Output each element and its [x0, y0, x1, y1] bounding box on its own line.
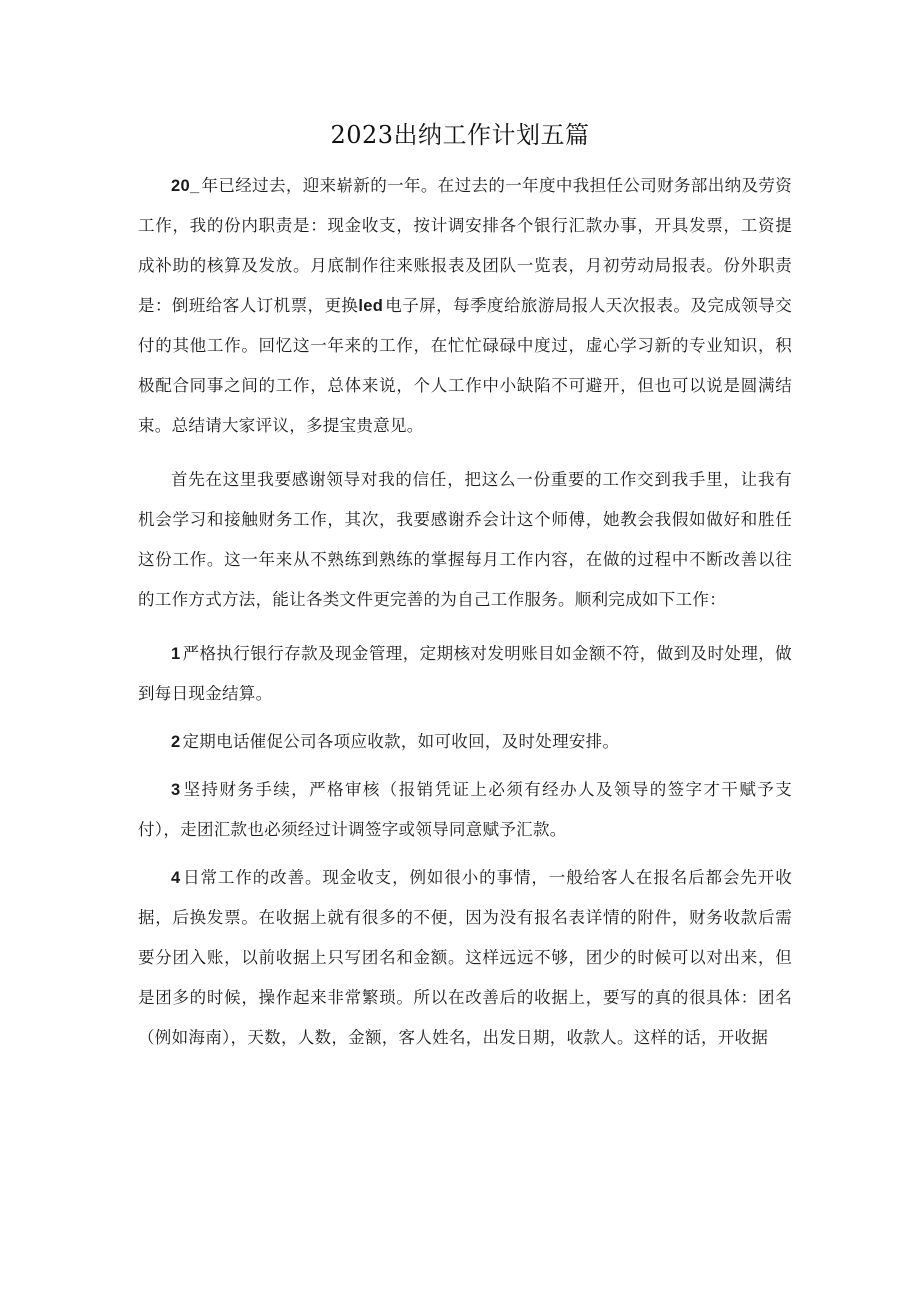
list-item-1: [138, 634, 792, 714]
document-body: [138, 166, 792, 1066]
item-text: 坚持财务手续，严格审核（报销凭证上必须有经办人及领导的签字才干赋予支付），走团汇款也必须经过计调签字或领导同意赋予汇款。: [138, 780, 792, 839]
item-text: 定期电话催促公司各项应收款，如可收回，及时处理安排。: [182, 732, 620, 751]
item-number: 3: [171, 781, 181, 799]
item-number: 2: [171, 733, 181, 751]
list-item-4: [138, 858, 792, 1058]
paragraph-text: 年已经过去，迎来崭新的一年。在过去的一年度中我担任公司财务部出纳及劳资工作，我的份内职责是：现金收支，按计调安排各个银行汇款办事，开具发票，工资提成补助的核算及发放。月底制作往来账报表及团队一览表，月初劳动局报表。份外职责是：倒班给客人订机票，更换: [138, 176, 792, 315]
year-lead: 20_: [171, 177, 200, 195]
list-item-3: [138, 770, 792, 850]
item-text: 严格执行银行存款及现金管理，定期核对发明账目如金额不符，做到及时处理，做到每日现金结算。: [138, 644, 792, 703]
item-number: 4: [171, 869, 181, 887]
paragraph-intro: [138, 166, 792, 446]
item-number: 1: [171, 645, 181, 663]
list-item-2: [138, 722, 792, 762]
document-title: 2023出纳工作计划五篇: [330, 121, 590, 149]
paragraph-text: 首先在这里我要感谢领导对我的信任，把这么一份重要的工作交到我手里，让我有机会学习和接触财务工作，其次，我要感谢乔会计这个师傅，她教会我假如做好和胜任这份工作。这一年来从不熟练到熟练的掌握每月工作内容，在做的过程中不断改善以往的工作方式方法，能让各类文件更完善的为自己工作服务。顺利完成如下工作：: [138, 470, 792, 609]
paragraph-text-tail: 电子屏，每季度给旅游局报人天次报表。及完成领导交付的其他工作。回忆这一年来的工作，在忙忙碌碌中度过，虚心学习新的专业知识，积极配合同事之间的工作，总体来说，个人工作中小缺陷不可避开，但也可以说是圆满结束。总结请大家评议，多提宝贵意见。: [138, 296, 792, 435]
led-term: led: [358, 297, 384, 315]
item-text: 日常工作的改善。现金收支，例如很小的事情，一般给客人在报名后都会先开收据，后换发票。在收据上就有很多的不便，因为没有报名表详情的附件，财务收款后需要分团入账，以前收据上只写团名和金额。这样远远不够，团少的时候可以对出来，但是团多的时候，操作起来非常繁琐。所以在改善后的收据上，要写的真的很具体：团名（例如海南），天数，人数，金额，客人姓名，出发日期，收款人。这样的话，开收据: [138, 868, 792, 1047]
paragraph-thanks: [138, 460, 792, 620]
